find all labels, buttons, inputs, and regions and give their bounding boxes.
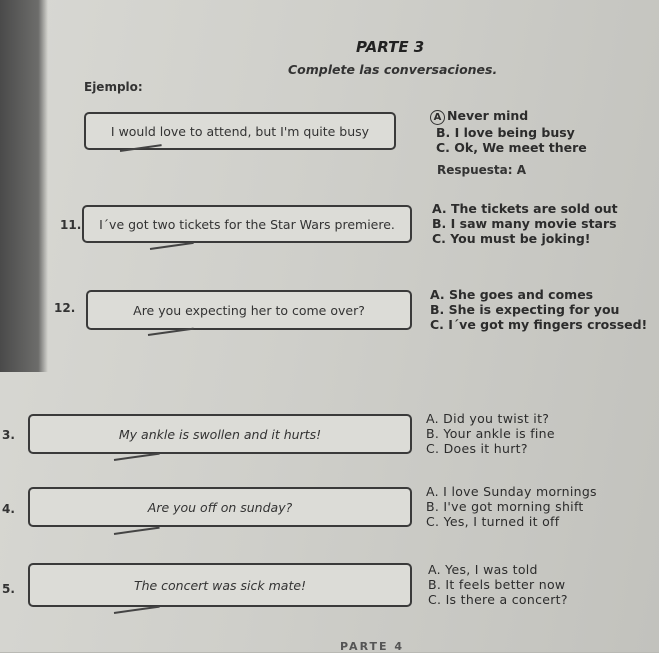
question-12-speech-bubble [86, 290, 412, 330]
question-statement: Are you expecting her to come over? [133, 302, 365, 318]
option-c: C. Does it hurt? [426, 441, 528, 456]
option-a: A. Did you twist it? [426, 411, 550, 426]
example-options [430, 108, 587, 155]
question-statement: Are you off on sunday? [147, 499, 293, 515]
question-number: 12. [54, 301, 76, 315]
example-speech-bubble [84, 112, 396, 150]
bubble-tail [114, 527, 160, 535]
section-instruction: Complete las conversaciones. [288, 62, 498, 77]
question-12-options [430, 287, 647, 332]
question-number: 4. [2, 502, 15, 516]
photo-shadow [0, 0, 48, 372]
question-statement: The concert was sick mate! [133, 577, 307, 593]
circled-answer-mark: A [430, 110, 445, 125]
example-option-c: C. Ok, We meet there [436, 140, 587, 155]
question-number: 11. [60, 218, 82, 232]
option-b: B. She is expecting for you [430, 302, 620, 317]
question-statement: I´ve got two tickets for the Star Wars premiere. [99, 216, 395, 232]
option-b: B. It feels better now [428, 577, 566, 592]
question-number: 3. [2, 428, 15, 442]
option-a: A. The tickets are sold out [432, 201, 618, 216]
example-option-a: A Never mind [430, 108, 587, 125]
bubble-tail [150, 242, 194, 250]
option-a: A. She goes and comes [430, 287, 594, 302]
option-b: B. I saw many movie stars [432, 216, 617, 231]
question-4-speech-bubble [28, 487, 412, 527]
question-5-options [428, 562, 568, 607]
question-3-speech-bubble [28, 414, 412, 454]
option-c: C. I´ve got my fingers crossed! [430, 317, 648, 332]
option-c: C. Yes, I turned it off [426, 514, 560, 529]
example-statement: I would love to attend, but I'm quite busy [110, 123, 370, 139]
question-number: 5. [2, 582, 15, 596]
option-c: C. You must be joking! [432, 231, 591, 246]
example-option-b: B. I love being busy [436, 125, 575, 140]
question-11-options [432, 201, 618, 246]
option-b: B. I've got morning shift [426, 499, 584, 514]
question-3-options [426, 411, 555, 456]
question-statement: My ankle is swollen and it hurts! [118, 426, 322, 442]
next-section-heading: PARTE 4 [340, 640, 405, 653]
question-5-speech-bubble [28, 563, 412, 607]
option-a: A. Yes, I was told [428, 562, 538, 577]
example-label: Ejemplo: [84, 80, 143, 94]
example-answer: Respuesta: A [437, 163, 527, 177]
option-c: C. Is there a concert? [428, 592, 568, 607]
question-4-options [426, 484, 597, 529]
section-title: PARTE 3 [356, 38, 425, 56]
option-a: A. I love Sunday mornings [426, 484, 597, 499]
question-11-speech-bubble [82, 205, 412, 243]
option-b: B. Your ankle is fine [426, 426, 555, 441]
